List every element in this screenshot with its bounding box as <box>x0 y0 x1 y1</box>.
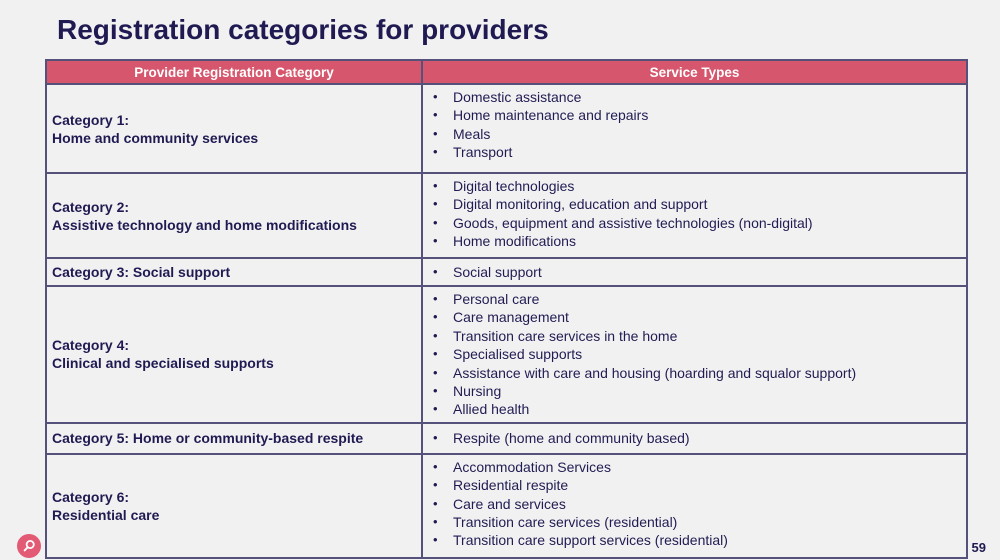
service-list <box>423 263 960 281</box>
col-header-category: Provider Registration Category <box>46 60 422 84</box>
service-item: • Assistance with care and housing (hoarding and squalor support) <box>423 364 960 382</box>
services-cell <box>422 286 967 423</box>
table-row <box>46 286 967 423</box>
category-label: Assistive technology and home modifications <box>52 216 357 233</box>
service-item: • Transition care services (residential) <box>423 513 960 531</box>
service-list <box>423 177 960 251</box>
service-list <box>423 429 960 447</box>
service-item: • Personal care <box>423 290 960 308</box>
service-list <box>423 458 960 550</box>
col-header-service-types: Service Types <box>422 60 967 84</box>
table-body <box>46 84 967 558</box>
magnifier-badge[interactable] <box>17 534 41 558</box>
service-item: • Residential respite <box>423 476 960 494</box>
service-item: • Specialised supports <box>423 345 960 363</box>
service-item: • Digital monitoring, education and support <box>423 195 960 213</box>
category-label: Category 2: <box>52 198 130 215</box>
category-label: Category 4: <box>52 337 130 354</box>
service-item: • Care and services <box>423 495 960 513</box>
service-item: • Transport <box>423 143 960 161</box>
table-row <box>46 173 967 258</box>
service-item: • Meals <box>423 125 960 143</box>
service-item: • Home modifications <box>423 232 960 250</box>
category-label: Category 6: <box>52 488 130 505</box>
service-item: • Domestic assistance <box>423 88 960 106</box>
service-item: • Nursing <box>423 382 960 400</box>
category-cell <box>46 286 422 423</box>
table-row <box>46 454 967 558</box>
magnifier-icon <box>21 538 37 554</box>
page-number: 59 <box>971 540 986 555</box>
category-cell <box>46 258 422 286</box>
table-header-row <box>46 60 967 84</box>
category-label: Residential care <box>52 506 160 523</box>
service-item: • Social support <box>423 263 960 281</box>
category-label: Category 3: Social support <box>52 264 231 280</box>
services-cell <box>422 423 967 454</box>
service-item: • Care management <box>423 308 960 326</box>
services-cell <box>422 258 967 286</box>
service-item: • Transition care services in the home <box>423 327 960 345</box>
table-row <box>46 84 967 173</box>
service-list <box>423 88 960 162</box>
service-item: • Digital technologies <box>423 177 960 195</box>
category-cell <box>46 423 422 454</box>
service-item: • Transition care support services (residential) <box>423 531 960 549</box>
table-row <box>46 423 967 454</box>
services-cell <box>422 84 967 173</box>
services-cell <box>422 454 967 558</box>
category-cell <box>46 173 422 258</box>
category-label: Home and community services <box>52 129 259 146</box>
category-cell <box>46 454 422 558</box>
service-list <box>423 290 960 419</box>
services-cell <box>422 173 967 258</box>
table-row <box>46 258 967 286</box>
category-label: Clinical and specialised supports <box>52 355 274 372</box>
category-label: Category 5: Home or community-based respite <box>52 430 364 447</box>
service-item: • Goods, equipment and assistive technologies (non-digital) <box>423 214 960 232</box>
category-label: Category 1: <box>52 111 130 128</box>
service-item: • Home maintenance and repairs <box>423 106 960 124</box>
category-cell <box>46 84 422 173</box>
page-title: Registration categories for providers <box>57 14 549 45</box>
registration-table <box>45 59 968 559</box>
service-item: • Allied health <box>423 400 960 418</box>
service-item: • Respite (home and community based) <box>423 429 960 447</box>
service-item: • Accommodation Services <box>423 458 960 476</box>
